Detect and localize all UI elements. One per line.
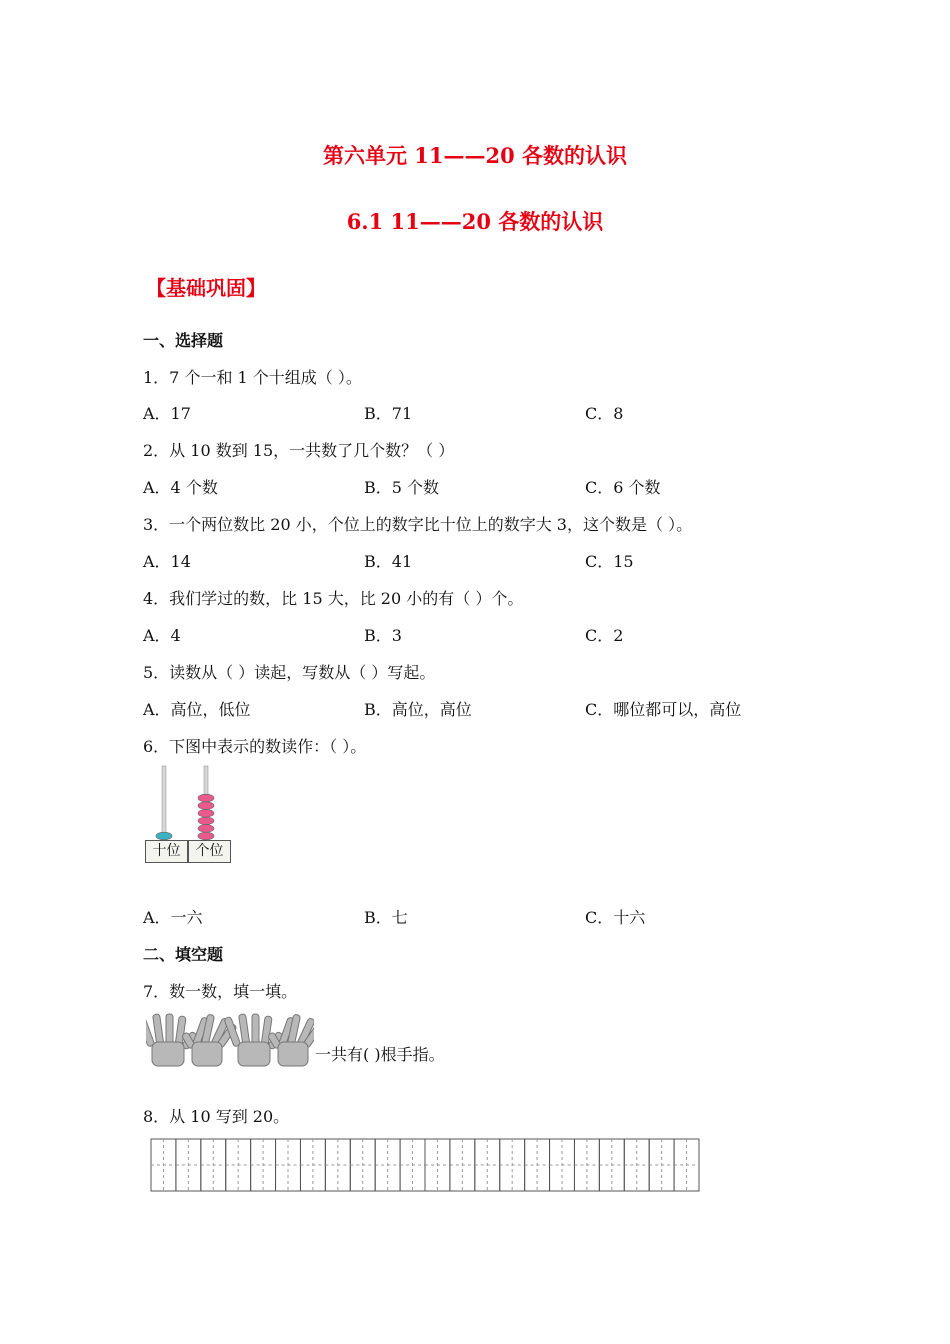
grid-cell[interactable] [550,1139,575,1191]
ones-label: 个位 [188,840,231,863]
grid-cell[interactable] [176,1139,201,1191]
option-b: B．七 [364,908,408,927]
hand-icon [267,1014,314,1066]
question-stem: 8．从 10 写到 20。 [143,1107,290,1126]
option-c: C．哪位都可以，高位 [585,700,742,719]
option-a: A．17 [143,404,191,423]
grid-cell[interactable] [624,1139,649,1191]
option-c: C．15 [585,552,634,571]
ones-bead [198,802,214,810]
tens-bead [156,832,172,840]
question-stem: 7．数一数，填一填。 [143,982,298,1001]
ones-bead [198,817,214,825]
ones-bead [198,825,214,833]
grid-cell[interactable] [425,1139,450,1191]
question-stem: 5．读数从（ ）读起，写数从（ ）写起。 [143,663,436,682]
part1-heading: 一、选择题 [143,331,224,350]
option-a: A．4 个数 [143,478,218,497]
grid-cell[interactable] [674,1139,699,1191]
ones-bead [198,809,214,817]
option-a: A．一六 [143,908,203,927]
option-b: B．5 个数 [364,478,440,497]
option-c: C．2 [585,626,624,645]
ones-bead [198,794,214,802]
unit-title: 第六单元 11——20 各数的认识 [322,143,628,168]
grid-cell[interactable] [574,1139,599,1191]
question-stem: 1．7 个一和 1 个十组成（ ）。 [143,368,362,387]
fill-in-answer: 一共有( )根手指。 [315,1045,445,1064]
grid-cell[interactable] [649,1139,674,1191]
tens-label: 十位 [145,840,188,863]
grid-cell[interactable] [500,1139,525,1191]
option-c: C．6 个数 [585,478,661,497]
lesson-title: 6.1 11——20 各数的认识 [346,209,604,234]
abacus-rods [143,764,233,842]
grid-cell[interactable] [151,1139,176,1191]
section-label: 【基础巩固】 [146,276,266,300]
grid-cell[interactable] [525,1139,550,1191]
option-b: B．71 [364,404,413,423]
option-b: B．41 [364,552,413,571]
grid-cell[interactable] [251,1139,276,1191]
grid-cell[interactable] [450,1139,475,1191]
ones-bead [198,832,214,840]
grid-cell[interactable] [599,1139,624,1191]
part2-heading: 二、填空题 [143,945,224,964]
option-a: A．4 [143,626,181,645]
grid-cell[interactable] [226,1139,251,1191]
grid-cell[interactable] [325,1139,350,1191]
question-stem: 4．我们学过的数，比 15 大，比 20 小的有（ ）个。 [143,589,524,608]
option-a: A．高位，低位 [143,700,251,719]
grid-cell[interactable] [276,1139,301,1191]
question-stem: 6．下图中表示的数读作：（ ）。 [143,737,367,756]
hands-image [146,1012,314,1068]
writing-grid[interactable] [150,1138,700,1196]
option-c: C．十六 [585,908,646,927]
option-b: B．3 [364,626,402,645]
grid-cell[interactable] [300,1139,325,1191]
grid-cell[interactable] [400,1139,425,1191]
option-c: C．8 [585,404,624,423]
grid-cell[interactable] [350,1139,375,1191]
grid-cell[interactable] [475,1139,500,1191]
option-b: B．高位，高位 [364,700,472,719]
question-stem: 3．一个两位数比 20 小，个位上的数字比十位上的数字大 3，这个数是（ ）。 [143,515,693,534]
grid-cell[interactable] [375,1139,400,1191]
question-stem: 2．从 10 数到 15，一共数了几个数？（ ） [143,441,455,460]
option-a: A．14 [143,552,191,571]
grid-cell[interactable] [201,1139,226,1191]
